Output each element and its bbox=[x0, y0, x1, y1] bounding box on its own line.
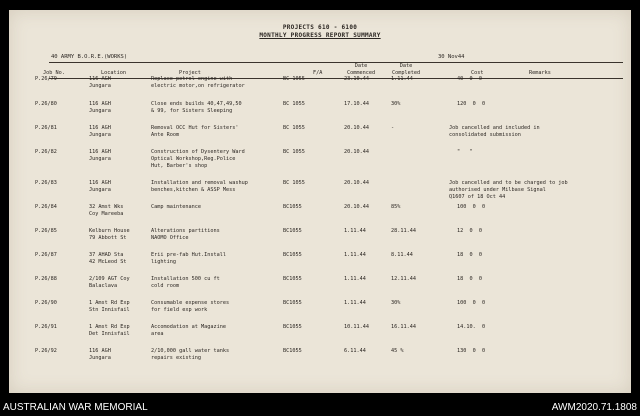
date-completed: 30% bbox=[391, 101, 401, 107]
job-number: P.26/87 bbox=[35, 252, 57, 258]
unit-name: 40 ARMY B.O.R.E.(WORKS) bbox=[51, 54, 128, 60]
date-commenced: 20.10.44 bbox=[344, 149, 369, 155]
col-header-project: Project bbox=[179, 70, 201, 76]
col-header-fa: F/A bbox=[313, 70, 323, 76]
location: 1 Amst Rd Exp Stn Innisfail bbox=[89, 300, 130, 313]
date-commenced: 23.10.44 bbox=[344, 76, 369, 82]
header-rule-bottom bbox=[49, 78, 623, 79]
archive-name: AUSTRALIAN WAR MEMORIAL bbox=[3, 402, 148, 413]
cost: 100 0 0 bbox=[457, 300, 486, 306]
col-header-date-completed: Date Completed bbox=[392, 63, 421, 76]
cost: " " bbox=[457, 149, 473, 155]
fa-code: BC1055 bbox=[283, 300, 302, 306]
job-number: P.26/90 bbox=[35, 300, 57, 306]
project-description: Replace petrol engine with electric motor,on refrigerator bbox=[151, 76, 245, 89]
fa-code: BC1055 bbox=[283, 228, 302, 234]
project-description: Construction of Dysentery Ward Optical Workshop,Reg.Police Hut, Barber's shop bbox=[151, 149, 245, 169]
date-completed: 1.11.44 bbox=[391, 76, 413, 82]
fa-code: BC1055 bbox=[283, 348, 302, 354]
date-commenced: 20.10.44 bbox=[344, 125, 369, 131]
job-number: P.26/79 bbox=[35, 76, 57, 82]
date-commenced: 1.11.44 bbox=[344, 276, 366, 282]
project-description: Erii pre-fab Hut.Install lighting bbox=[151, 252, 226, 265]
job-number: P.26/84 bbox=[35, 204, 57, 210]
remarks: Job cancelled and to be charged to job authorised under Milbase Signal Q1607 of 18 Oct 44 bbox=[449, 180, 568, 200]
location: 116 AGH Jungara bbox=[89, 76, 111, 89]
location: 37 AHAD Sta 42 McLeod St bbox=[89, 252, 127, 265]
cost: 18 0 0 bbox=[457, 252, 482, 258]
date-commenced: 1.11.44 bbox=[344, 228, 366, 234]
archive-reference: AWM2020.71.1808 bbox=[551, 402, 637, 413]
date-completed: 12.11.44 bbox=[391, 276, 416, 282]
col-header-location: Location bbox=[101, 70, 126, 76]
location: 116 AGH Jungara bbox=[89, 125, 111, 138]
location: 116 AGH Jungara bbox=[89, 180, 111, 193]
location: 32 Amst Wks Coy Mareeba bbox=[89, 204, 124, 217]
header-rule-top bbox=[49, 62, 623, 63]
location: 116 AGH Jungara bbox=[89, 348, 111, 361]
project-description: Consumable expense stores for field exp work bbox=[151, 300, 230, 313]
project-description: Camp maintenance bbox=[151, 204, 201, 210]
date-commenced: 10.11.44 bbox=[344, 324, 369, 330]
location: 1 Amst Rd Exp Det Innisfail bbox=[89, 324, 130, 337]
fa-code: BC1055 bbox=[283, 204, 302, 210]
date-commenced: 1.11.44 bbox=[344, 300, 366, 306]
date-commenced: 20.10.44 bbox=[344, 180, 369, 186]
project-description: Alterations partitions NAOMO Office bbox=[151, 228, 220, 241]
location: 116 AGH Jungara bbox=[89, 149, 111, 162]
job-number: P.26/92 bbox=[35, 348, 57, 354]
job-number: P.26/82 bbox=[35, 149, 57, 155]
date-completed: 16.11.44 bbox=[391, 324, 416, 330]
project-description: 2/10,000 gall water tanks repairs existing bbox=[151, 348, 230, 361]
project-description: Accomodation at Magazine area bbox=[151, 324, 226, 337]
col-header-job-no: Job No. bbox=[43, 70, 65, 76]
project-description: Installation and removal washup benches,kitchen & ASSP Mess bbox=[151, 180, 248, 193]
document-title: PROJECTS 610 - 6100 bbox=[282, 24, 358, 31]
fa-code: BC1055 bbox=[283, 276, 302, 282]
date-commenced: 6.11.44 bbox=[344, 348, 366, 354]
date-commenced: 20.10.44 bbox=[344, 204, 369, 210]
col-header-cost: Cost bbox=[471, 70, 484, 76]
fa-code: BC 1055 bbox=[283, 149, 305, 155]
job-number: P.26/83 bbox=[35, 180, 57, 186]
location: Kelburn House 79 Abbott St bbox=[89, 228, 130, 241]
cost: 12 0 0 bbox=[457, 228, 482, 234]
date-commenced: 17.10.44 bbox=[344, 101, 369, 107]
project-description: Close ends builds 40,47,49,50 & 99, for Sisters Sleeping bbox=[151, 101, 242, 114]
cost: 18 0 0 bbox=[457, 276, 482, 282]
cost: 120 0 0 bbox=[457, 101, 486, 107]
col-header-remarks: Remarks bbox=[529, 70, 551, 76]
job-number: P.26/81 bbox=[35, 125, 57, 131]
archive-footer bbox=[0, 401, 640, 416]
date-completed: 30% bbox=[391, 300, 401, 306]
date-completed: 45 % bbox=[391, 348, 404, 354]
remarks: Job cancelled and included in consolidated submission bbox=[449, 125, 540, 138]
date-commenced: 1.11.44 bbox=[344, 252, 366, 258]
job-number: P.26/80 bbox=[35, 101, 57, 107]
date-completed: 8.11.44 bbox=[391, 252, 413, 258]
project-description: Removal OCC Hut for Sisters' Ante Room bbox=[151, 125, 239, 138]
job-number: P.26/88 bbox=[35, 276, 57, 282]
document-sheet bbox=[9, 10, 631, 393]
date-completed: 85% bbox=[391, 204, 401, 210]
document-subtitle: MONTHLY PROGRESS REPORT SUMMARY bbox=[259, 32, 381, 39]
date-completed: 28.11.44 bbox=[391, 228, 416, 234]
fa-code: BC 1055 bbox=[283, 125, 305, 131]
fa-code: BC 1055 bbox=[283, 101, 305, 107]
location: 2/109 AGT Coy Balaclava bbox=[89, 276, 130, 289]
date-completed: - bbox=[391, 125, 395, 131]
job-number: P.26/85 bbox=[35, 228, 57, 234]
cost: 14.10. 0 bbox=[457, 324, 486, 330]
fa-code: BC 1055 bbox=[283, 180, 305, 186]
location: 116 AGH Jungara bbox=[89, 101, 111, 114]
cost: 40 0 0 bbox=[457, 76, 482, 82]
report-date: 30 Nov44 bbox=[438, 54, 465, 60]
fa-code: BC1055 bbox=[283, 252, 302, 258]
fa-code: BC1055 bbox=[283, 324, 302, 330]
project-description: Installation 500 cu ft cold room bbox=[151, 276, 220, 289]
cost: 100 0 0 bbox=[457, 204, 486, 210]
fa-code: BC 1055 bbox=[283, 76, 305, 82]
job-number: P.26/91 bbox=[35, 324, 57, 330]
cost: 130 0 0 bbox=[457, 348, 486, 354]
col-header-date-commenced: Date Commenced bbox=[347, 63, 376, 76]
